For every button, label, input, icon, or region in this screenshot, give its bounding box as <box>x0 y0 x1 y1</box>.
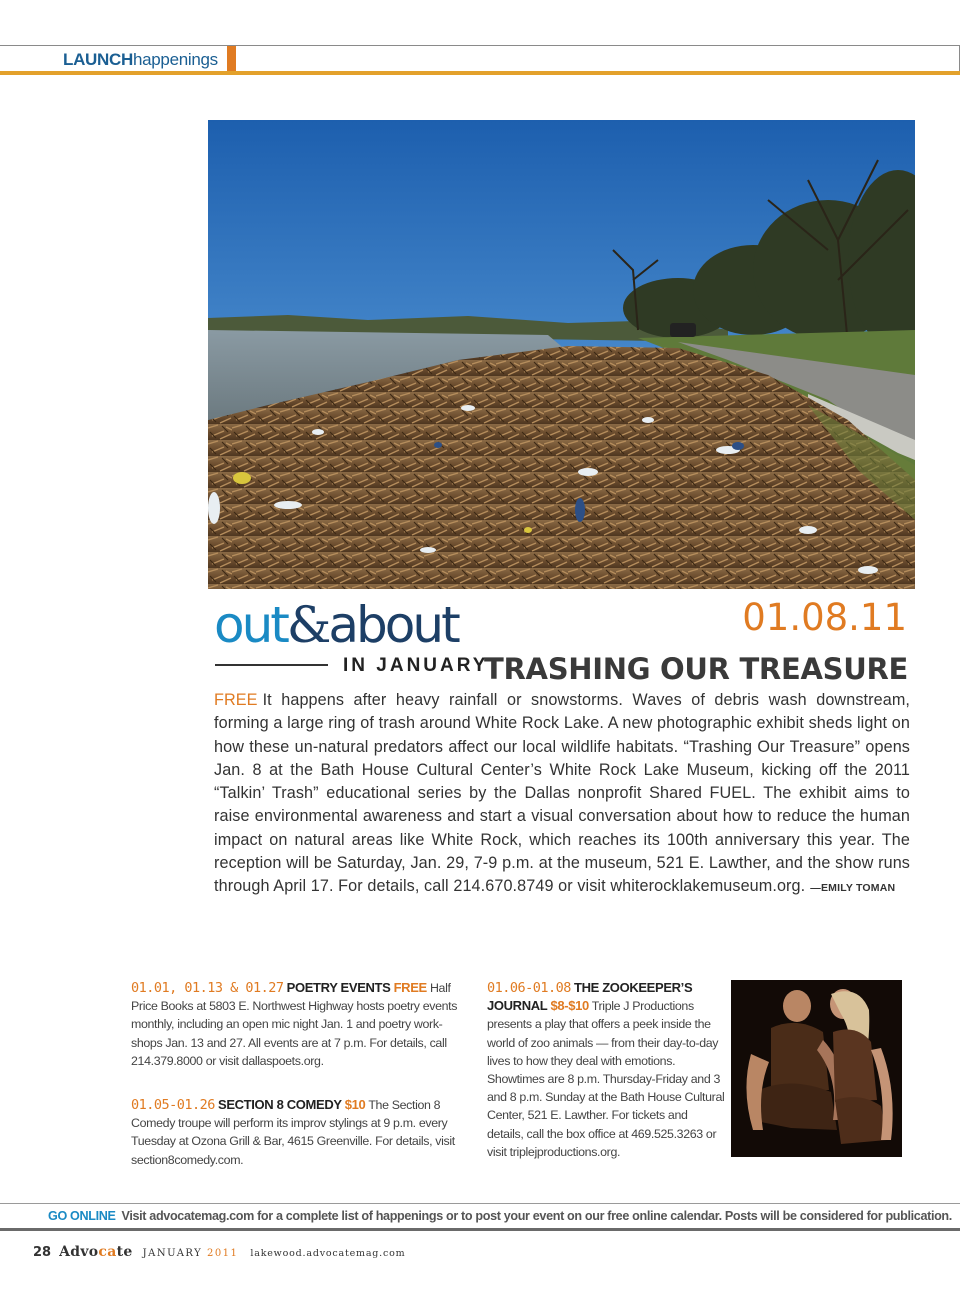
go-online-message: Visit advocatemag.com for a complete list of happenings or to post your event on our free online calendar. Posts will be considered for publication. <box>121 1209 952 1223</box>
issue-month: JANUARY <box>142 1248 203 1259</box>
section-title-bold: LAUNCH <box>63 50 133 69</box>
header-top-rule <box>0 45 960 46</box>
page-number: 28 <box>33 1245 52 1260</box>
listing-price: $8-$10 <box>550 998 589 1014</box>
listing-body: Half Price Books at 5803 E. Northwest Highway hosts poetry events monthly, including an open mic night Jan. 1 and poetry work-shops Jan. 13 and 27. All events are at 7 p.m. For details, call 214.379.8000 or visit dallaspoets.org. <box>131 981 458 1068</box>
masthead-rule <box>215 664 328 666</box>
go-online-bar <box>0 1203 960 1231</box>
logo-word-out: out <box>214 596 287 654</box>
logo-ampersand: & <box>286 596 329 654</box>
listing-dates: 01.05-01.26 <box>131 1097 215 1113</box>
listing-dates: 01.06-01.08 <box>487 980 571 996</box>
performers-illustration <box>731 980 902 1157</box>
feature-date: 01.08.11 <box>742 596 907 639</box>
listing-price: FREE <box>393 980 427 995</box>
listing-body: Triple J Productions presents a play that offers a peek inside the world of zoo animals — from their day-to-day lives to how they deal with emotions. Showtimes are 8 p.m. Thursday-Friday and 3 and 8 p.m. Sunday at the Bath House Cultural Center, 521 E. Lawther. For tickets and details, call the box office at 469.525.3263 or visit triplejproductions.org. <box>487 999 725 1159</box>
out-and-about-masthead <box>214 596 489 683</box>
issue-date <box>143 1248 239 1259</box>
feature-price: FREE <box>214 691 258 709</box>
listing-title: POETRY EVENTS <box>286 980 391 995</box>
listing-title: THE ZOOKEEPER’S JOURNAL <box>487 980 693 1014</box>
lake-debris-illustration <box>208 120 915 589</box>
listing-poetry-events <box>131 979 468 1070</box>
page-footer <box>33 1244 405 1264</box>
issue-year: 2011 <box>206 1248 239 1259</box>
zookeepers-journal-photo <box>731 980 902 1157</box>
logo-word-about: about <box>328 596 458 654</box>
masthead-subtitle: IN JANUARY <box>343 655 489 676</box>
go-online-text <box>48 1209 952 1223</box>
section-header <box>0 45 960 75</box>
header-bottom-rule <box>0 71 960 75</box>
footer-website: lakewood.advocatemag.com <box>250 1248 406 1259</box>
advocate-logo <box>59 1244 133 1260</box>
feature-credit: —EMILY TOMAN <box>810 882 896 895</box>
feature-body <box>214 689 910 901</box>
out-and-about-logo <box>214 597 458 653</box>
listing-title: SECTION 8 COMEDY <box>218 1097 342 1112</box>
listing-zookeepers-journal <box>487 979 725 1161</box>
brand-part-c: ca <box>98 1244 117 1260</box>
brand-part-b: te <box>116 1244 133 1260</box>
go-online-label: GO ONLINE <box>48 1209 116 1223</box>
brand-part-a: Advo <box>59 1244 99 1260</box>
listing-body: The Section 8 Comedy troupe will perform its improv stylings at 9 p.m. every Tuesday at Ozona Grill & Bar, 4615 Greenville. For details, visit section8comedy.com. <box>131 1098 455 1167</box>
feature-body-text: It happens after heavy rainfall or snowstorms. Waves of debris wash downstream, forming a large ring of trash around White Rock Lake. A new photographic exhibit sheds light on how these un-natural predators affect our local wildlife habitats. “Trashing Our Treasure” opens Jan. 8 at the Bath House Cultural Center’s White Rock Lake Museum, kicking off the 2011 “Talkin’ Trash” educational series by the Dallas nonprofit Shared FUEL. The exhibit aims to raise environmental awareness and start a visual conversation about how to reduce the human impact on natural areas like White Rock, which reaches its 100th anniversary this year. The reception will be Saturday, Jan. 29, 7-9 p.m. at the museum, 521 E. Lawther, and the show runs through April 17. For details, call 214.670.8749 or visit whiterocklakemuseum.org. <box>214 691 910 896</box>
section-title-rest: happenings <box>132 50 218 69</box>
listing-section8-comedy <box>131 1096 468 1169</box>
online-bar-bottom-rule <box>0 1228 960 1231</box>
feature-headline: TRASHING OUR TREASURE <box>484 652 908 686</box>
online-bar-top-rule <box>0 1203 960 1204</box>
listing-dates: 01.01, 01.13 & 01.27 <box>131 980 284 996</box>
section-title <box>63 50 218 70</box>
listing-price: $10 <box>344 1097 366 1112</box>
lake-debris-photo <box>208 120 915 589</box>
header-accent-block <box>227 46 236 71</box>
